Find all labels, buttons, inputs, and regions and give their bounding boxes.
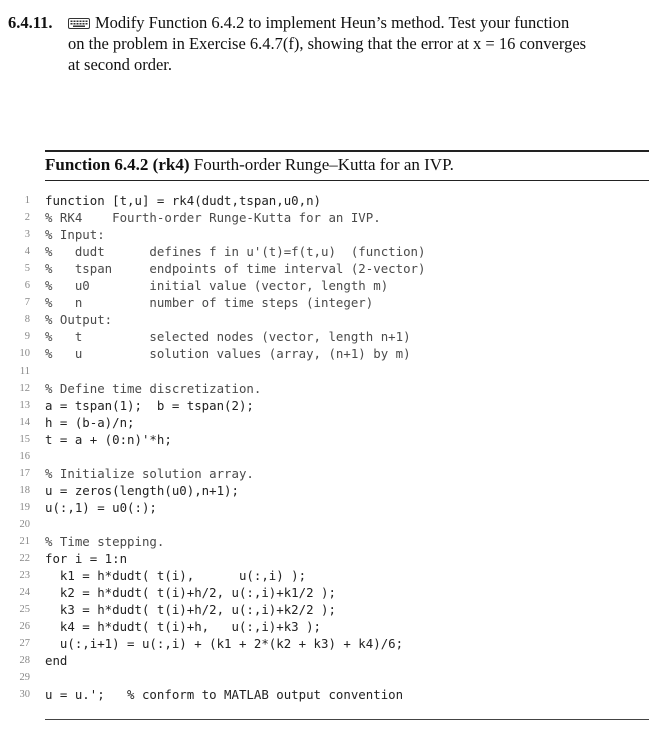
code-text: a = tspan(1); b = tspan(2);: [45, 397, 254, 413]
line-number: 9: [24, 331, 30, 343]
line-number: 8: [24, 314, 30, 326]
code-text: k2 = h*dudt( t(i)+h/2, u(:,i)+k1/2 );: [45, 585, 336, 601]
code-line: [0, 618, 664, 635]
line-number: 3: [24, 229, 30, 241]
code-line: [0, 294, 664, 311]
function-title-label: Function 6.4.2 (rk4): [45, 155, 190, 174]
code-line: [0, 311, 664, 328]
line-number: 7: [24, 297, 30, 309]
line-number: 17: [19, 467, 30, 479]
code-line: [0, 328, 664, 345]
code-line: [0, 550, 664, 567]
exercise-line-3: at second order.: [68, 55, 173, 74]
code-text: u(:,i+1) = u(:,i) + (k1 + 2*(k2 + k3) + k4)/6;: [45, 636, 404, 652]
code-text: u = zeros(length(u0),n+1);: [45, 482, 239, 498]
line-number: 10: [19, 348, 30, 360]
code-line: [0, 226, 664, 243]
code-text: for i = 1:n: [45, 551, 128, 567]
line-number: 23: [19, 570, 30, 582]
code-line: [0, 277, 664, 294]
code-line: [0, 209, 664, 226]
line-number: 15: [19, 433, 30, 445]
exercise-line-1: Modify Function 6.4.2 to implement Heun’s method. Test your function: [95, 13, 570, 32]
code-line: [0, 431, 664, 448]
code-text: % RK4 Fourth-order Runge-Kutta for an IVP.: [45, 210, 381, 226]
code-text: % Output:: [45, 312, 113, 328]
code-text: end: [45, 653, 68, 669]
code-line: [0, 533, 664, 550]
line-number: 28: [19, 655, 30, 667]
line-number: 25: [19, 604, 30, 616]
line-number: 13: [19, 399, 30, 411]
code-text: % t selected nodes (vector, length n+1): [45, 329, 411, 345]
line-number: 5: [24, 263, 30, 275]
code-line: [0, 345, 664, 362]
keyboard-icon: [68, 18, 90, 29]
code-text: k3 = h*dudt( t(i)+h/2, u(:,i)+k2/2 );: [45, 602, 336, 618]
line-number: 20: [19, 518, 30, 530]
line-number: 24: [19, 587, 30, 599]
code-line: [0, 499, 664, 516]
code-line: [0, 363, 664, 380]
line-number: 21: [19, 536, 30, 547]
code-text: k4 = h*dudt( t(i)+h, u(:,i)+k3 );: [45, 619, 322, 635]
code-line: [0, 686, 664, 703]
line-number: 6: [24, 280, 30, 292]
code-text: h = (b-a)/n;: [45, 414, 135, 430]
line-number: 16: [19, 450, 30, 462]
line-number: 18: [19, 484, 30, 496]
line-number: 2: [24, 212, 30, 224]
code-text: % Input:: [45, 227, 105, 243]
code-line: [0, 380, 664, 397]
line-number: 4: [24, 246, 30, 258]
code-line: [0, 601, 664, 618]
code-line: [0, 465, 664, 482]
code-text: % u0 initial value (vector, length m): [45, 278, 389, 294]
exercise-line-2: on the problem in Exercise 6.4.7(f), showing that the error at x = 16 converges: [68, 34, 587, 53]
exercise-text: [68, 12, 638, 75]
code-line: [0, 652, 664, 669]
code-line: [0, 414, 664, 431]
box-title-rule: [45, 180, 649, 181]
line-number: 29: [19, 672, 30, 684]
line-number: 14: [19, 416, 30, 428]
code-line: [0, 482, 664, 499]
code-text: function [t,u] = rk4(dudt,tspan,u0,n): [45, 193, 322, 208]
code-text: % Time stepping.: [45, 534, 165, 549]
code-line: [0, 516, 664, 533]
code-text: % n number of time steps (integer): [45, 295, 374, 311]
line-number: 26: [19, 621, 30, 633]
code-text: % Define time discretization.: [45, 380, 262, 396]
code-text: % Initialize solution array.: [45, 465, 254, 481]
line-number: 30: [19, 689, 30, 701]
line-number: 19: [19, 501, 30, 513]
code-text: % dudt defines f in u'(t)=f(t,u) (function): [45, 244, 426, 260]
box-top-rule: [45, 150, 649, 152]
line-number: 27: [19, 638, 30, 650]
code-text: % tspan endpoints of time interval (2-vector): [45, 261, 426, 277]
code-line: [0, 584, 664, 601]
code-text: u = u.'; % conform to MATLAB output convention: [45, 687, 404, 703]
line-number: 22: [19, 553, 30, 565]
code-line: [0, 397, 664, 414]
code-text: t = a + (0:n)'*h;: [45, 431, 172, 447]
line-number: 11: [19, 365, 30, 377]
code-line: [0, 448, 664, 465]
function-title-description: Fourth-order Runge–Kutta for an IVP.: [189, 155, 454, 174]
exercise-number: 6.4.11.: [8, 13, 53, 32]
code-line: [0, 669, 664, 686]
code-line: [0, 635, 664, 652]
line-number: 12: [19, 382, 30, 394]
code-text: % u solution values (array, (n+1) by m): [45, 346, 411, 362]
code-line: [0, 192, 664, 209]
exercise-line: [68, 12, 638, 33]
code-text: u(:,1) = u0(:);: [45, 499, 157, 515]
function-title: [45, 155, 454, 175]
box-bottom-rule: [45, 719, 649, 720]
code-text: k1 = h*dudt( t(i), u(:,i) );: [45, 568, 307, 584]
code-line: [0, 260, 664, 277]
code-line: [0, 567, 664, 584]
code-line: [0, 243, 664, 260]
line-number: 1: [24, 195, 30, 206]
